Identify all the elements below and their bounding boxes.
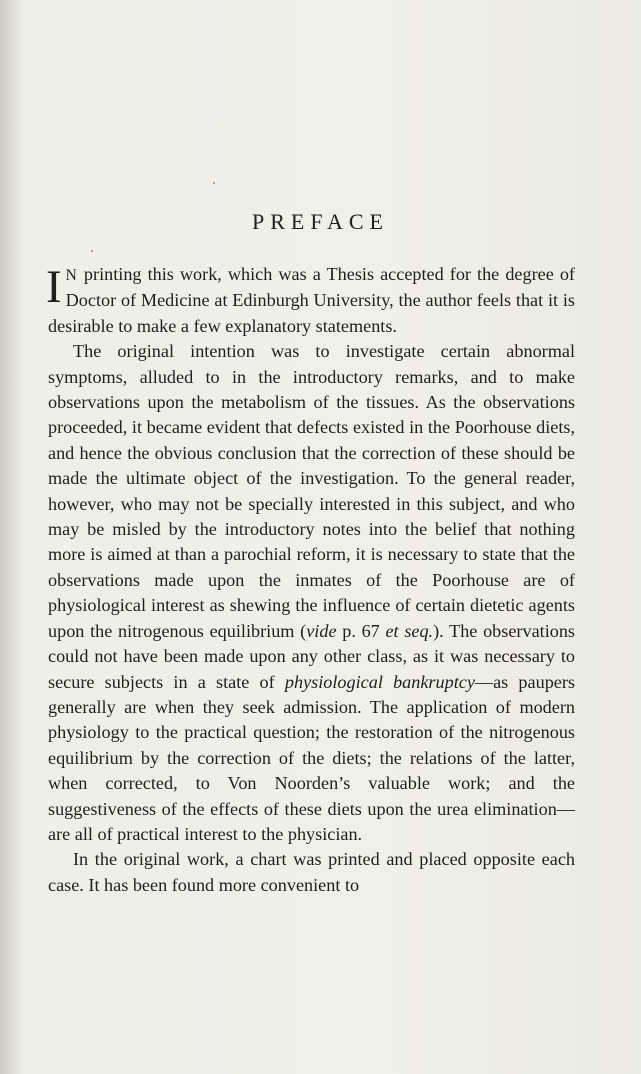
paragraph-2-italic-vide: vide xyxy=(306,620,337,641)
paragraph-2-italic-physiological-bankruptcy: physiological bankruptcy xyxy=(284,671,475,692)
paragraph-3-text: In the original work, a chart was printed and placed opposite each case. It has been found more convenient to xyxy=(48,849,575,895)
paper-speck xyxy=(91,250,93,252)
small-caps-text: N xyxy=(65,267,78,284)
paragraph-2-text-e: ). The observations could not have been made upon any other class, as it was necessary to secure subjects in a state of xyxy=(48,620,576,692)
paragraph-2 xyxy=(48,339,575,847)
page-edge-shadow xyxy=(0,0,22,1074)
paragraph-3 xyxy=(48,847,575,898)
page-title: PREFACE xyxy=(252,209,389,234)
paragraph-2-text-c: p. 67 xyxy=(336,620,386,641)
drop-cap: I xyxy=(46,261,62,313)
paper-speck xyxy=(213,182,215,184)
paragraph-2-italic-et-seq: et seq. xyxy=(385,620,434,641)
paragraph-1 xyxy=(48,262,575,339)
paragraph-1-text: printing this work, which was a Thesis accepted for the degree of Doctor of Medicine at Edinburgh University, the author feels that it is desirable to make a few explanatory statements. xyxy=(48,264,575,336)
paragraph-2-text-g: —as paupers generally are when they seek admission. The application of modern physiology to the practical question; the restoration of the nitrogenous equilibrium by the correction of the diets; the relations of the latter, when corrected, to Von Noorden’s valuable work; and the suggestiveness of the effects of these diets upon the urea elimination—are all of practical interest to the physician. xyxy=(48,671,575,844)
paragraph-2-text-a: The original intention was to investigate certain abnormal symptoms, alluded to in the introductory remarks, and to make observations upon the metabolism of the tissues. As the observations proceeded, it became evident that defects existed in the Poorhouse diets, and hence the obvious conclusion that the correction of these should be made the ultimate object of the investigation. To the general reader, however, who may not be specially interested in this subject, and who may be misled by the introductory notes into the belief that nothing more is aimed at than a parochial reform, it is necessary to state that the observations made upon the inmates of the Poorhouse are of physiological interest as shewing the influence of certain dietetic agents upon the nitrogenous equilibrium ( xyxy=(48,341,575,641)
body-text xyxy=(48,262,575,898)
